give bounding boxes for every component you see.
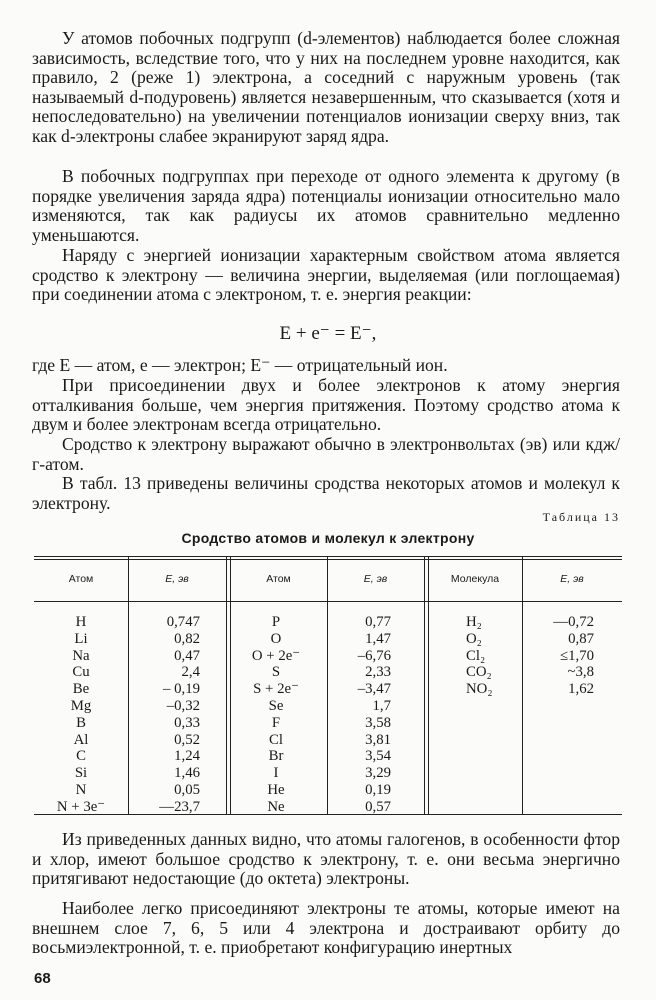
atom-symbol: S <box>271 664 281 681</box>
values-column-1 <box>128 614 200 816</box>
atom-symbol: S + 2e⁻ <box>253 681 299 698</box>
atom-symbol: Se <box>268 697 284 714</box>
paragraph-halogens: Из приведенных данных видно, что атомы галогенов, в особенности фтор и хлор, имеют большое сродство к электрону, т. е. они весьма энергично притягивают недостающие (до октета) электроны. <box>32 829 620 889</box>
atom-symbol: Na <box>72 647 90 664</box>
molecule-formula: H₂ <box>466 614 482 630</box>
atom-symbol: Be <box>72 681 90 698</box>
table-divider <box>428 556 429 814</box>
header-energy-1: E, эв <box>165 573 189 585</box>
paragraph-table-ref: В табл. 13 приведены величины сродства некоторых атомов и молекул к электрону. <box>32 473 620 513</box>
affinity-value: 0,57 <box>365 798 391 815</box>
affinity-value: 1,24 <box>174 748 200 765</box>
affinity-value: 3,58 <box>365 714 391 731</box>
affinity-value: 0,747 <box>166 614 200 630</box>
affinity-value: 0,52 <box>174 731 200 748</box>
affinity-value: 1,46 <box>174 765 200 782</box>
header-energy-3: E, эв <box>560 573 584 585</box>
affinity-value: —0,72 <box>553 614 594 630</box>
atom-symbol: H <box>75 614 87 630</box>
affinity-value: 0,05 <box>174 781 200 798</box>
table-divider <box>226 556 227 814</box>
atom-symbol: Mg <box>70 697 92 714</box>
atom-symbol: B <box>76 714 86 731</box>
affinity-value: ≤1,70 <box>559 647 594 664</box>
affinity-value: 0,33 <box>174 714 200 731</box>
table-top-rule <box>34 556 622 557</box>
atom-symbol: C <box>76 748 86 765</box>
affinity-table <box>34 556 622 816</box>
table-title: Сродство атомов и молекул к электрону <box>181 530 475 546</box>
affinity-value: 1,7 <box>372 697 391 714</box>
molecules-column <box>466 614 518 698</box>
affinity-value: 0,77 <box>365 614 391 630</box>
paragraph-subgroups: В побочных подгруппах при переходе от одного элемента к другому (в порядке увеличения заряда ядра) потенциалы ионизации относительно мало изменяются, так как радиусы их атомов сравнительно медленно уменьшаются. <box>32 166 620 245</box>
affinity-value: 3,54 <box>365 748 391 765</box>
molecule-formula: O₂ <box>466 630 482 647</box>
reaction-formula: E + e⁻ = E⁻, <box>279 323 377 344</box>
table-top-rule-2 <box>34 559 622 560</box>
table-header-rule <box>34 601 622 602</box>
atom-symbol: Cl <box>269 731 283 748</box>
paragraph-d-elements: У атомов побочных подгрупп (d-элементов) наблюдается более сложная зависимость, вследствие того, что у них на последнем уровне находится, как правило, 2 (реже 1) электрона, а соседний с наружным уровень (так называемый d-подуровень) является незавершенным, что сказывается (хотя и непоследовательно) на увеличении потенциалов ионизации сверху вниз, так как d-электроны слабее экранируют заряд ядра. <box>32 28 620 146</box>
atom-symbol: Li <box>74 630 88 647</box>
affinity-value: —23,7 <box>159 798 200 815</box>
affinity-value: ~3,8 <box>567 664 594 681</box>
affinity-value: 0,19 <box>365 781 391 798</box>
affinity-value: – 0,19 <box>163 681 200 698</box>
table-number: Таблица 13 <box>542 510 620 524</box>
affinity-value: 3,29 <box>365 765 391 782</box>
affinity-value: 1,62 <box>568 681 594 698</box>
atom-symbol: I <box>273 765 279 782</box>
atom-symbol: F <box>271 714 281 731</box>
affinity-value: –3,47 <box>357 681 391 698</box>
atom-symbol: He <box>267 781 285 798</box>
atoms-column-2 <box>230 614 322 816</box>
atom-symbol: O + 2e⁻ <box>251 647 301 664</box>
formula-legend: где E — атом, e — электрон; E⁻ — отрицательный ион. <box>32 355 448 375</box>
atoms-column-1 <box>34 614 128 816</box>
header-energy-2: E, эв <box>363 573 388 585</box>
atom-symbol: Cu <box>72 664 90 681</box>
affinity-value: 1,47 <box>365 630 391 647</box>
molecule-formula: NO₂ <box>466 681 493 698</box>
affinity-value: –6,76 <box>357 647 391 664</box>
table-divider <box>424 556 425 814</box>
affinity-value: 3,81 <box>365 731 391 748</box>
atom-symbol: N <box>75 781 87 798</box>
paragraph-electron-affinity: Наряду с энергией ионизации характерным свойством атома является сродство к электрону — величина энергии, выделяемая (или поглощаемая) при соединении атома с электроном, т. е. энергия реакции: <box>32 245 620 305</box>
affinity-value: 2,4 <box>181 664 200 681</box>
atom-symbol: O <box>270 630 282 647</box>
affinity-value: 0,82 <box>174 630 200 647</box>
header-molecule: Молекула <box>450 573 500 585</box>
values-column-2 <box>327 614 391 816</box>
paragraph-units: Сродство к электрону выражают обычно в электронвольтах (эв) или кдж/г-атом. <box>32 434 620 474</box>
affinity-value: 0,47 <box>174 647 200 664</box>
molecule-formula: Cl₂ <box>466 647 486 664</box>
atom-symbol: Ne <box>267 798 285 815</box>
atom-symbol: Si <box>74 765 88 782</box>
page-number: 68 <box>34 970 51 987</box>
values-column-3 <box>522 614 594 698</box>
paragraph-octet: Наиболее легко присоединяют электроны те атомы, которые имеют на внешнем слое 7, 6, 5 или 4 электрона и достраивают орбиту до восьмиэлектронной, т. е. приобретают конфигурацию инертных <box>32 898 620 958</box>
header-atom-2: Атом <box>266 573 291 585</box>
atom-symbol: Br <box>268 748 284 765</box>
header-atom-1: Атом <box>68 573 94 585</box>
molecule-formula: CO₂ <box>466 664 492 681</box>
affinity-value: –0,32 <box>166 697 200 714</box>
atom-symbol: P <box>271 614 281 630</box>
paragraph-repulsion: При присоединении двух и более электронов к атому энергия отталкивания больше, чем энергия притяжения. Поэтому сродство атома к двум и более электронам всегда отрицательно. <box>32 375 620 435</box>
atom-symbol: N + 3e⁻ <box>56 798 106 815</box>
atom-symbol: Al <box>73 731 89 748</box>
affinity-value: 0,87 <box>568 630 594 647</box>
affinity-value: 2,33 <box>365 664 391 681</box>
